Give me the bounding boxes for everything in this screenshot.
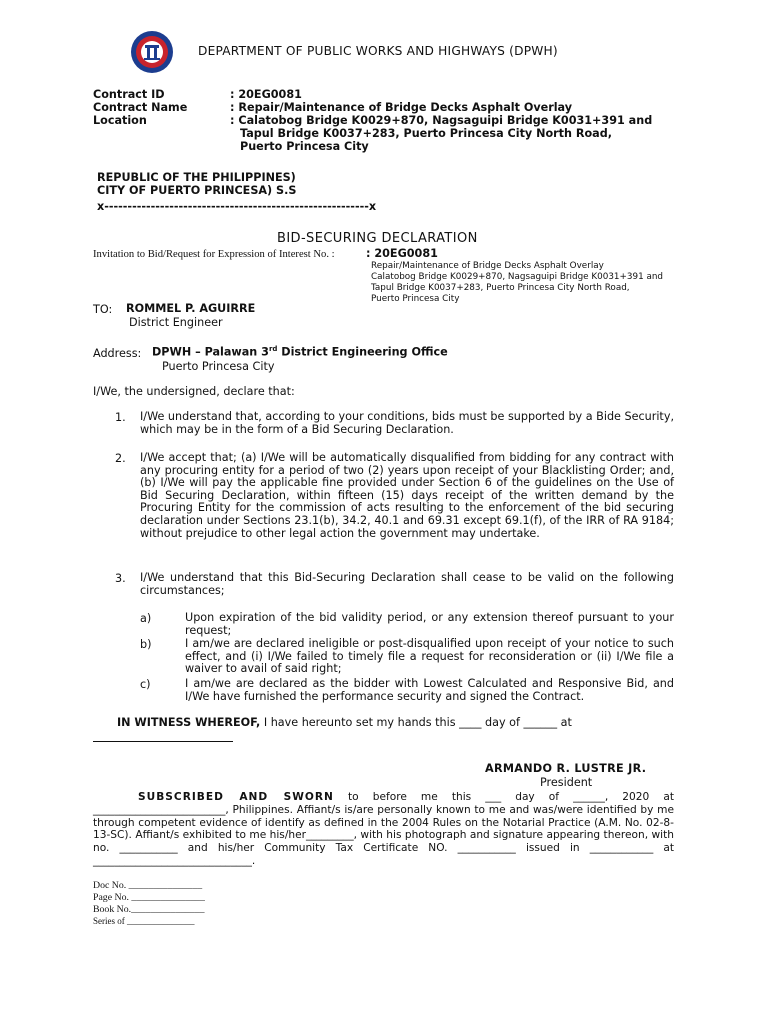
location-line: Tapul Bridge K0037+283, Puerto Princesa City North Road, xyxy=(240,127,612,140)
signatory-title: President xyxy=(540,776,593,789)
book-no: Book No._______________ xyxy=(93,904,205,915)
signatory-name: ARMANDO R. LUSTRE JR. xyxy=(485,762,647,775)
subitem-text: I am/we are declared ineligible or post-disqualified upon receipt of your notice to such effect, and (i) I/We failed to timely file a request for reconsideration or (ii) I/We file a waiver to avail of said right; xyxy=(185,637,674,676)
contract-name-label: Contract Name xyxy=(93,101,188,114)
doc-no: Doc No. _______________ xyxy=(93,880,203,891)
office-city: Puerto Princesa City xyxy=(162,360,275,373)
dpwh-seal-icon xyxy=(130,30,174,74)
invitation-detail: Calatobog Bridge K0029+870, Nagsaguipi Bridge K0031+391 and xyxy=(371,272,664,282)
invitation-detail: Repair/Maintenance of Bridge Decks Asphalt Overlay xyxy=(371,261,604,271)
to-label: TO: xyxy=(93,303,113,316)
agency-header: DEPARTMENT OF PUBLIC WORKS AND HIGHWAYS (DPWH) xyxy=(198,44,558,58)
address-label: Address: xyxy=(93,347,142,360)
invitation-detail: Puerto Princesa City xyxy=(371,294,460,304)
location-label: Location xyxy=(93,114,147,127)
subitem-letter: b) xyxy=(140,638,152,651)
addressee-position: District Engineer xyxy=(129,316,223,329)
contract-name-value: : Repair/Maintenance of Bridge Decks Asphalt Overlay xyxy=(230,101,573,114)
venue-republic: REPUBLIC OF THE PHILIPPINES) xyxy=(97,171,296,184)
location-line: Puerto Princesa City xyxy=(240,140,369,153)
subitem-letter: c) xyxy=(140,678,151,691)
item-number: 1. xyxy=(115,411,126,424)
item-text: I/We understand that this Bid-Securing Declaration shall cease to be valid on the following circumstances; xyxy=(140,571,674,597)
item-text: I/We accept that; (a) I/We will be automatically disqualified from bidding for any contract with any procuring entity for a period of two (2) years upon receipt of your Blacklisting Order; and, (b) I/We will pay the applicable fine provided under Section 6 of the guidelines on the Use of Bid Securing Declaration, within fifteen (15) days receipt of the written demand by the Procuring Entity for the commission of acts resulting to the enforcement of the bid securing declaration under Sections 23.1(b), 34.2, 40.1 and 69.31 except 69.1(f), of the IRR of RA 9184; without prejudice to other legal action the government may undertake. xyxy=(140,451,674,540)
subitem-letter: a) xyxy=(140,612,152,625)
location-line: : Calatobog Bridge K0029+870, Nagsaguipi Bridge K0031+391 and xyxy=(230,114,653,127)
venue-city: CITY OF PUERTO PRINCESA) S.S xyxy=(97,184,297,197)
contract-id-value: : 20EG0081 xyxy=(230,88,302,101)
item-text: I/We understand that, according to your conditions, bids must be supported by a Bide Security, which may be in the form of a Bid Securing Declaration. xyxy=(140,410,674,436)
item-number: 2. xyxy=(115,452,126,465)
witness-clause: IN WITNESS WHEREOF, I have hereunto set my hands this ____ day of ______ at xyxy=(117,716,572,729)
invitation-number: : 20EG0081 xyxy=(366,247,438,260)
item-number: 3. xyxy=(115,572,126,585)
page-no: Page No. _______________ xyxy=(93,892,205,903)
subitem-text: Upon expiration of the bid validity period, or any extension thereof pursuant to your request; xyxy=(185,611,674,637)
intro-text: I/We, the undersigned, declare that: xyxy=(93,385,295,398)
contract-id-label: Contract ID xyxy=(93,88,165,101)
subitem-text: I am/we are declared as the bidder with Lowest Calculated and Responsive Bid, and I/We have furnished the performance security and signed the Contract. xyxy=(185,677,674,703)
invitation-detail: Tapul Bridge K0037+283, Puerto Princesa City North Road, xyxy=(371,283,630,293)
addressee-name: ROMMEL P. AGUIRRE xyxy=(126,302,256,315)
declaration-title: BID-SECURING DECLARATION xyxy=(277,231,478,246)
jurat-paragraph: SUBSCRIBED AND SWORN to before me this ___ day of ______, 2020 at _________________________, Philippines. Affiant/s is/are personally known to me and was/were identified by me through competent evidence of identify as defined in the 2004 Rules on the Notarial Practice (A.M. No. 02-8-13-SC). Affiant/s exhibited to me his/her_________, with his photograph and signature appearing thereon, with no. ___________ and his/her Community Tax Certificate NO. ___________ issued in ____________ at ______________________________. xyxy=(93,791,674,867)
signature-place-line xyxy=(93,741,233,742)
office-name: DPWH – Palawan 3rd District Engineering Office xyxy=(152,345,448,359)
venue-separator: x---------------------------------------------------------x xyxy=(97,200,377,213)
invitation-label: Invitation to Bid/Request for Expression of Interest No. : xyxy=(93,249,335,260)
series-of: Series of _______________ xyxy=(93,916,195,926)
